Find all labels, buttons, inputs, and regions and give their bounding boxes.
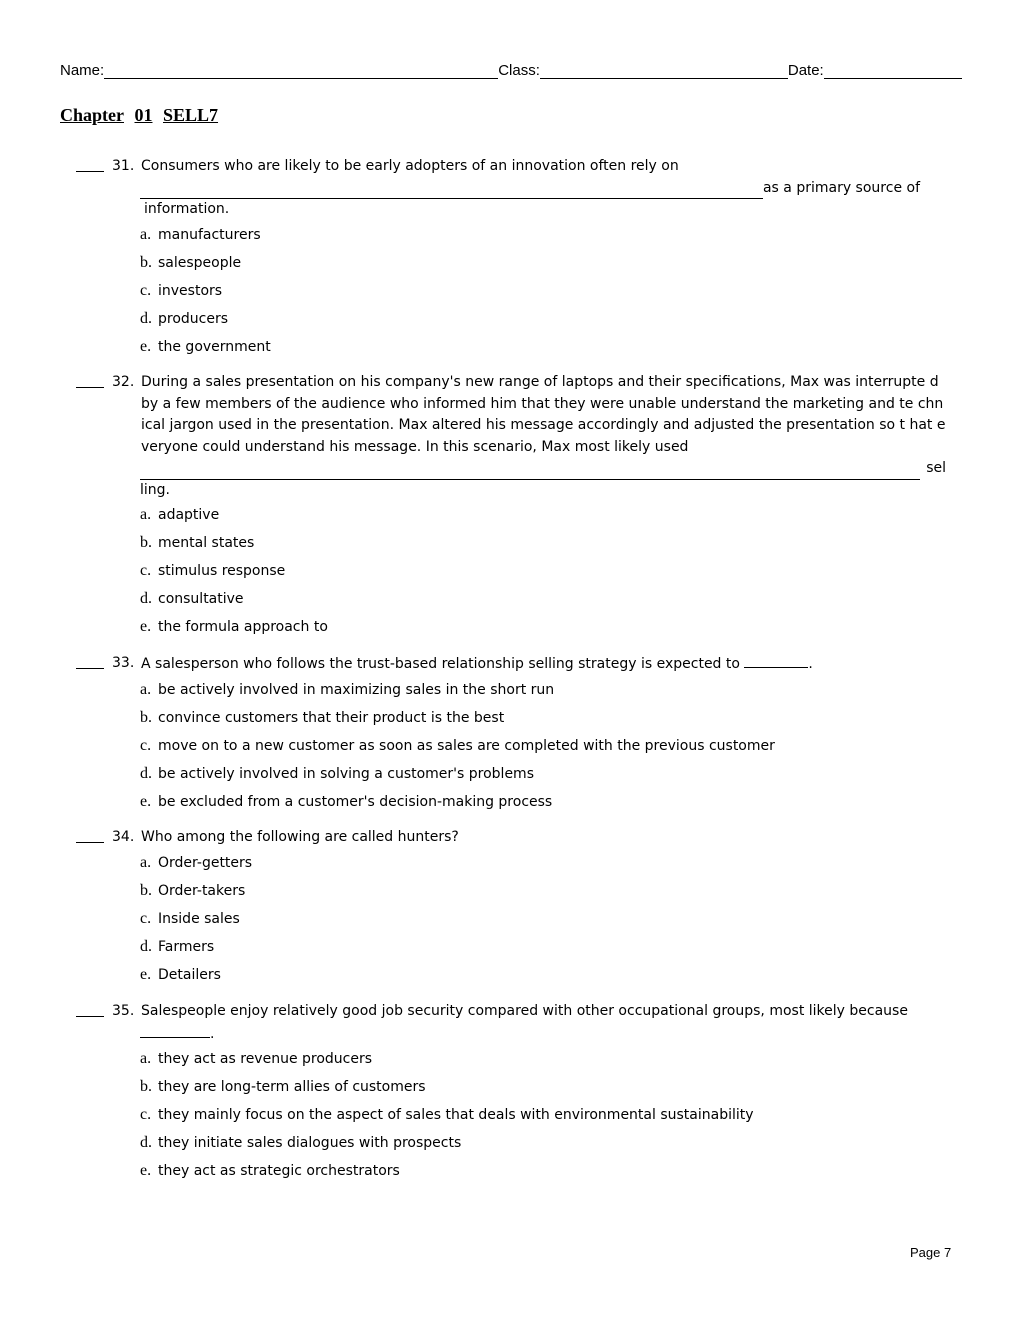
option-a[interactable] xyxy=(140,852,946,880)
option-c[interactable] xyxy=(140,560,946,588)
option-text: Farmers xyxy=(158,938,215,955)
option-text: be excluded from a customer's decision-making process xyxy=(158,793,553,810)
option-letter: b. xyxy=(140,1077,152,1095)
question-stem: Consumers who are likely to be early adopters of an innovation often rely on xyxy=(141,158,679,174)
fill-in-blank[interactable] xyxy=(140,1023,210,1038)
option-letter: c. xyxy=(140,281,152,299)
option-text: manufacturers xyxy=(158,226,261,243)
option-letter: b. xyxy=(140,708,152,726)
option-letter: b. xyxy=(140,534,152,551)
option-letter: d. xyxy=(140,764,152,782)
option-letter: d. xyxy=(140,937,152,955)
option-text: convince customers that their product is the best xyxy=(158,709,505,726)
option-e[interactable] xyxy=(140,791,946,819)
question-stem-tail xyxy=(140,1023,946,1045)
chapter-code: SELL7 xyxy=(163,105,219,125)
option-letter: b. xyxy=(140,881,152,899)
date-label: Date: xyxy=(787,62,824,79)
date-field[interactable] xyxy=(824,61,962,79)
question-34 xyxy=(76,827,946,992)
option-c[interactable] xyxy=(140,908,946,936)
option-c[interactable] xyxy=(140,1104,946,1132)
option-text: the government xyxy=(158,338,271,355)
option-a[interactable] xyxy=(140,224,946,252)
name-label: Name: xyxy=(60,62,105,79)
answer-options xyxy=(140,679,946,819)
option-a[interactable] xyxy=(140,679,946,707)
option-d[interactable] xyxy=(140,763,946,791)
option-letter: e. xyxy=(140,965,152,983)
option-letter: e. xyxy=(140,792,152,810)
option-letter: a. xyxy=(140,853,152,871)
option-letter: d. xyxy=(140,309,152,327)
option-b[interactable] xyxy=(140,252,946,280)
question-32 xyxy=(76,372,946,644)
option-letter: c. xyxy=(140,909,152,927)
option-letter: a. xyxy=(140,506,152,523)
option-d[interactable] xyxy=(140,308,946,336)
question-stem: During a sales presentation on his company's new range of laptops and their specifications, Max was interrupte d by a few members of the audience who informed him that they were unable understand the marketing and te chnical jargon used in the presentation. Max altered his message accordingly and adjusted the presentation so t hat everyone could understand his message. In this scenario, Max most likely used xyxy=(141,374,946,455)
answer-options xyxy=(140,852,946,992)
answer-options xyxy=(140,224,946,364)
option-letter: d. xyxy=(140,590,152,607)
option-text: the formula approach to xyxy=(158,619,328,635)
option-letter: c. xyxy=(140,1105,152,1123)
option-text: Inside sales xyxy=(158,910,240,927)
option-a[interactable] xyxy=(140,1048,946,1076)
fill-in-blank[interactable] xyxy=(140,180,763,199)
chapter-number: 01 xyxy=(134,105,153,125)
option-text: investors xyxy=(158,282,223,299)
question-35 xyxy=(76,1001,946,1188)
question-stem-tail: ling. xyxy=(140,481,170,498)
page-number: Page 7 xyxy=(910,1245,952,1260)
question-stem-tail: information. xyxy=(144,201,230,217)
option-letter: b. xyxy=(140,253,152,271)
option-b[interactable] xyxy=(140,707,946,735)
question-stem-end: . xyxy=(808,656,813,672)
question-number: 32. xyxy=(112,374,135,390)
class-field[interactable] xyxy=(540,61,788,79)
answer-blank[interactable] xyxy=(76,1001,104,1017)
option-letter: a. xyxy=(140,680,152,698)
option-e[interactable] xyxy=(140,1160,946,1188)
option-b[interactable] xyxy=(140,532,946,560)
chapter-title xyxy=(60,105,224,126)
student-info-header xyxy=(60,61,964,79)
option-a[interactable] xyxy=(140,504,946,532)
option-text: Order-takers xyxy=(158,882,246,899)
option-text: Order-getters xyxy=(158,854,253,871)
question-stem: Salespeople enjoy relatively good job security compared with other occupational groups, most likely because xyxy=(141,1003,908,1019)
question-stem: A salesperson who follows the trust-based relationship selling strategy is expected to xyxy=(141,656,740,672)
option-letter: d. xyxy=(140,1133,152,1151)
question-stem: Who among the following are called hunters? xyxy=(141,829,459,845)
option-d[interactable] xyxy=(140,936,946,964)
option-text: they are long-term allies of customers xyxy=(158,1078,426,1095)
option-text: mental states xyxy=(158,535,255,551)
option-c[interactable] xyxy=(140,280,946,308)
class-label: Class: xyxy=(498,62,540,79)
fill-in-blank[interactable] xyxy=(140,461,920,480)
answer-options xyxy=(140,1048,946,1188)
option-text: they initiate sales dialogues with prospects xyxy=(158,1134,462,1151)
option-text: move on to a new customer as soon as sales are completed with the previous customer xyxy=(158,737,775,754)
option-text: Detailers xyxy=(158,966,221,983)
option-text: they act as strategic orchestrators xyxy=(158,1162,400,1179)
option-text: salespeople xyxy=(158,254,242,271)
question-31 xyxy=(76,156,946,364)
option-e[interactable] xyxy=(140,964,946,992)
answer-blank[interactable] xyxy=(76,372,104,388)
question-number: 35. xyxy=(112,1003,135,1019)
question-number: 31. xyxy=(112,158,135,174)
question-number: 34. xyxy=(112,829,135,845)
option-d[interactable] xyxy=(140,1132,946,1160)
answer-blank[interactable] xyxy=(76,827,104,843)
question-stem-end: . xyxy=(210,1025,215,1042)
option-b[interactable] xyxy=(140,1076,946,1104)
option-d[interactable] xyxy=(140,588,946,616)
option-text: they mainly focus on the aspect of sales that deals with environmental sustainability xyxy=(158,1106,754,1123)
question-number: 33. xyxy=(112,655,135,671)
option-text: be actively involved in maximizing sales in the short run xyxy=(158,681,555,698)
option-c[interactable] xyxy=(140,735,946,763)
option-text: consultative xyxy=(158,591,244,607)
option-text: they act as revenue producers xyxy=(158,1050,373,1067)
option-b[interactable] xyxy=(140,880,946,908)
question-33 xyxy=(76,653,946,819)
option-letter: c. xyxy=(140,736,152,754)
option-e[interactable] xyxy=(140,336,946,364)
option-text: adaptive xyxy=(158,507,220,523)
option-text: stimulus response xyxy=(158,563,286,579)
name-field[interactable] xyxy=(104,61,498,79)
option-text: producers xyxy=(158,310,229,327)
answer-blank[interactable] xyxy=(76,156,104,172)
option-letter: e. xyxy=(140,618,152,635)
option-e[interactable] xyxy=(140,616,946,644)
chapter-word: Chapter xyxy=(60,105,124,125)
option-letter: a. xyxy=(140,225,152,243)
option-text: be actively involved in solving a customer's problems xyxy=(158,765,534,782)
question-stem-continued: sel xyxy=(926,460,946,476)
option-letter: e. xyxy=(140,1161,152,1179)
option-letter: c. xyxy=(140,562,152,579)
option-letter: e. xyxy=(140,337,152,355)
option-letter: a. xyxy=(140,1049,152,1067)
answer-options xyxy=(140,504,946,644)
question-stem-continued: as a primary source of xyxy=(762,179,920,196)
fill-in-blank[interactable] xyxy=(744,653,808,668)
answer-blank[interactable] xyxy=(76,653,104,669)
